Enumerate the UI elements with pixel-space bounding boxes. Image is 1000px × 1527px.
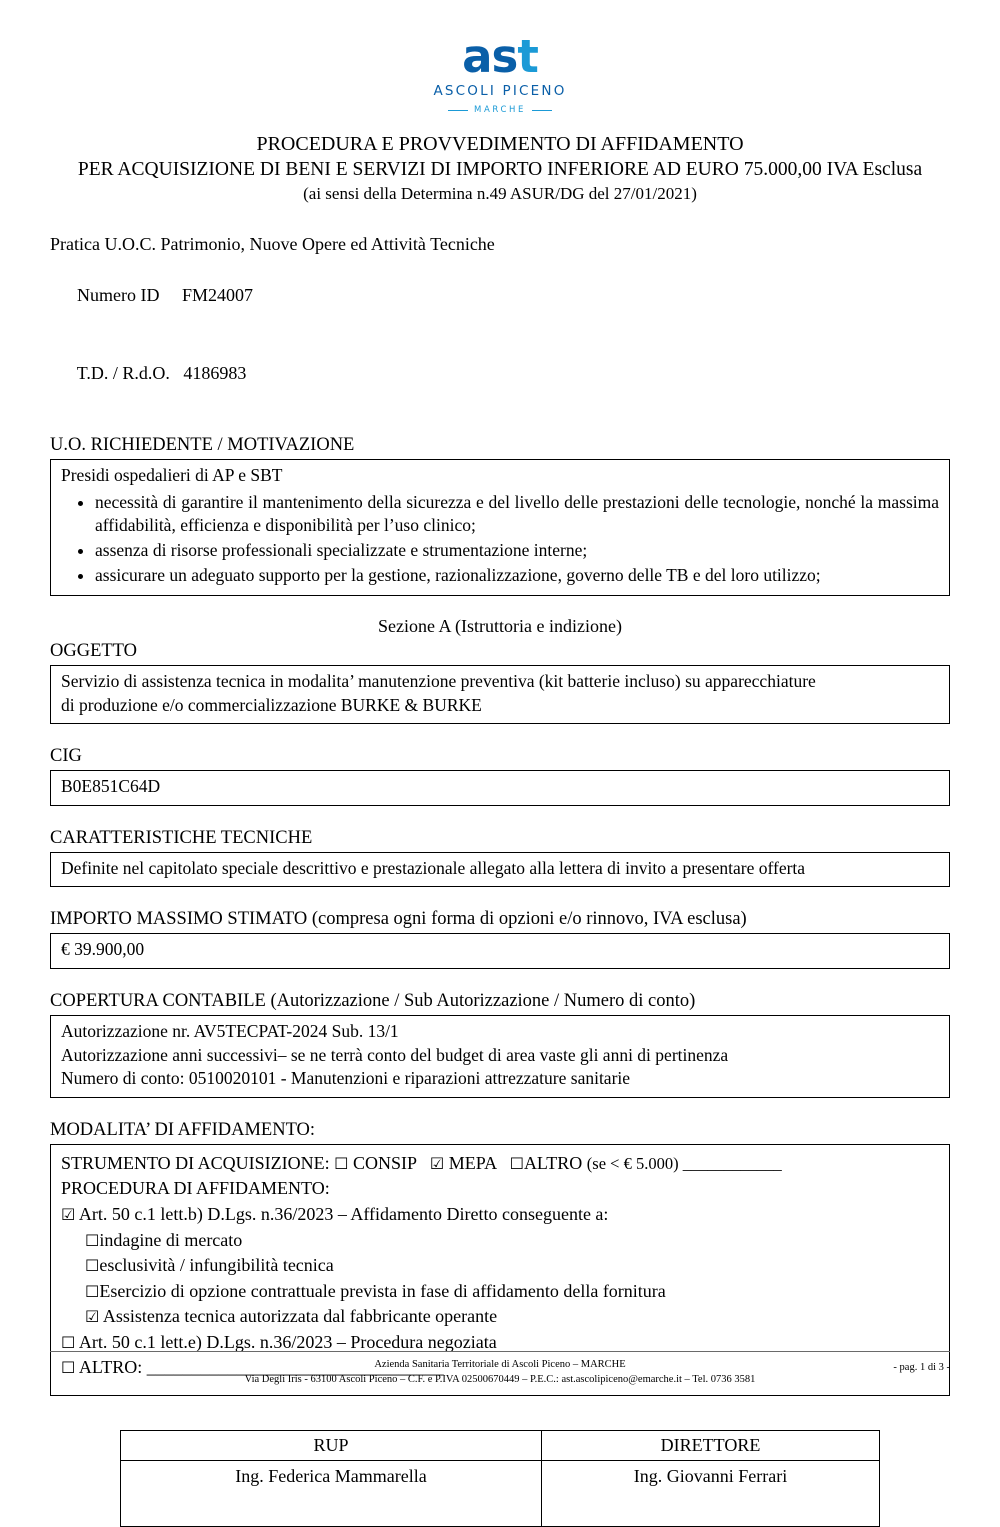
copertura-line-2: Autorizzazione anni successivi– se ne terrà conto del budget di area vaste gli anni di pertinenza — [61, 1044, 729, 1065]
meta-pratica: Pratica U.O.C. Patrimonio, Nuove Opere ed Attività Tecniche — [50, 233, 495, 254]
procedura-option-row — [61, 1253, 939, 1279]
strumento-acquisizione-row — [61, 1151, 939, 1177]
procedura-option-label: Esercizio di opzione contrattuale prevista in fase di affidamento della fornitura — [99, 1280, 666, 1301]
list-item: • necessità di garantire il mantenimento della sicurezza e del livello delle prestazioni delle tecnologie, nonché la massima affidabilità, efficienza e disponibilità per l’uso clinico; — [95, 491, 939, 537]
option-label-mepa: MEPA — [448, 1152, 497, 1173]
procedura-option-label: Assistenza tecnica autorizzata dal fabbricante operante — [102, 1306, 498, 1327]
cig-box — [50, 770, 950, 806]
option-label-consip: CONSIP — [353, 1152, 417, 1173]
table-row — [121, 1460, 880, 1526]
footer-line-2: Via Degli Iris - 63100 Ascoli Piceno – C.F. e P.IVA 02500670449 – P.E.C.: ast.ascolipiceno@emarche.it – Tel. 0736 3581 — [244, 1374, 756, 1386]
checkbox-altro-procedura[interactable]: ☐ — [61, 1358, 76, 1378]
checkbox-esclusivita[interactable]: ☐ — [85, 1256, 100, 1276]
richiedente-intro: Presidi ospedalieri di AP e SBT — [61, 464, 283, 485]
list-item: • assenza di risorse professionali specializzate e strumentazione interne; — [95, 539, 939, 562]
cig-label: CIG — [50, 746, 82, 767]
checkbox-art50-lette[interactable]: ☐ — [61, 1332, 76, 1352]
importo-label: IMPORTO MASSIMO STIMATO (compresa ogni forma di opzioni e/o rinnovo, IVA esclusa) — [50, 909, 747, 930]
checkbox-consip[interactable]: ☐ — [334, 1153, 349, 1173]
oggetto-line-1: Servizio di assistenza tecnica in modalita’ manutenzione preventiva (kit batterie incluso) su apparecchiature — [61, 670, 816, 691]
signature-value-rup: Ing. Federica Mammarella — [121, 1460, 542, 1526]
oggetto-box — [50, 665, 950, 724]
oggetto-label: OGGETTO — [50, 640, 138, 661]
organization-logo — [50, 30, 950, 117]
meta-numero-id-value: FM24007 — [181, 285, 253, 306]
list-item: • assicurare un adeguato supporto per la gestione, razionalizzazione, governo delle TB e del loro utilizzo; — [95, 564, 939, 587]
sezione-a-heading: Sezione A (Istruttoria e indizione) — [378, 615, 622, 636]
checkbox-art50-lettb[interactable]: ☑ — [61, 1205, 76, 1224]
modalita-label: MODALITA’ DI AFFIDAMENTO: — [50, 1119, 316, 1140]
cig-value: B0E851C64D — [61, 776, 161, 797]
richiedente-label: U.O. RICHIEDENTE / MOTIVAZIONE — [50, 434, 355, 455]
procedura-affidamento-label: PROCEDURA DI AFFIDAMENTO: — [61, 1178, 330, 1199]
checkbox-indagine-mercato[interactable]: ☐ — [85, 1230, 100, 1250]
checkbox-assistenza-tecnica[interactable]: ☑ — [85, 1307, 100, 1327]
page-footer — [50, 1351, 950, 1389]
signature-header-rup: RUP — [121, 1430, 542, 1460]
signature-header-direttore: DIRETTORE — [542, 1430, 880, 1460]
document-meta — [50, 232, 950, 413]
checkbox-mepa[interactable]: ☑ — [429, 1153, 445, 1173]
procedura-option-label: ALTRO: _________________________________ — [78, 1357, 444, 1378]
meta-td-rdo — [50, 335, 950, 413]
importo-box — [50, 933, 950, 969]
procedura-option-label: esclusività / infungibilità tecnica — [99, 1255, 334, 1276]
title-line-2: PER ACQUISIZIONE DI BENI E SERVIZI DI IMPORTO INFERIORE AD EURO 75.000,00 IVA Esclusa — [77, 159, 923, 181]
procedura-option-row — [61, 1228, 939, 1254]
procedura-option-row — [61, 1279, 939, 1305]
procedura-option-row — [61, 1202, 939, 1228]
meta-numero-id-label: Numero ID — [77, 285, 160, 306]
checkbox-altro-strumento[interactable]: ☐ — [509, 1153, 524, 1173]
logo-mark — [462, 30, 538, 83]
signature-value-direttore: Ing. Giovanni Ferrari — [542, 1460, 880, 1526]
meta-td-rdo-value: 4186983 — [183, 363, 247, 384]
caratteristiche-value: Definite nel capitolato speciale descrittivo e prestazionale allegato alla lettera di invito a presentare offerta — [61, 857, 806, 878]
logo-region-name: MARCHE — [448, 105, 552, 115]
logo-organization-name: ASCOLI PICENO — [433, 83, 567, 99]
checkbox-opzione-contrattuale[interactable]: ☐ — [85, 1281, 100, 1301]
strumento-acquisizione-label: STRUMENTO DI ACQUISIZIONE: — [61, 1152, 330, 1173]
oggetto-line-2: di produzione e/o commercializzazione BURKE & BURKE — [61, 694, 482, 715]
caratteristiche-box — [50, 852, 950, 888]
caratteristiche-label: CARATTERISTICHE TECNICHE — [50, 827, 313, 848]
procedura-option-label: Art. 50 c.1 lett.e) D.Lgs. n.36/2023 – Procedura negoziata — [78, 1331, 497, 1352]
copertura-box — [50, 1015, 950, 1098]
copertura-line-3: Numero di conto: 0510020101 - Manutenzioni e riparazioni attrezzature sanitarie — [61, 1068, 631, 1089]
procedura-option-label: indagine di mercato — [99, 1229, 243, 1250]
meta-numero-id — [50, 257, 950, 335]
richiedente-bullet-list — [61, 491, 939, 587]
strumento-nota: (se < € 5.000) ____________ — [586, 1153, 782, 1173]
richiedente-box — [50, 459, 950, 596]
table-row — [121, 1430, 880, 1460]
importo-value: € 39.900,00 — [61, 939, 145, 960]
title-line-1: PROCEDURA E PROVVEDIMENTO DI AFFIDAMENTO — [256, 133, 744, 155]
procedura-option-label: Art. 50 c.1 lett.b) D.Lgs. n.36/2023 – Affidamento Diretto conseguente a: — [78, 1204, 609, 1224]
meta-td-rdo-label: T.D. / R.d.O. — [76, 363, 170, 384]
copertura-label: COPERTURA CONTABILE (Autorizzazione / Sub Autorizzazione / Numero di conto) — [50, 991, 696, 1012]
footer-line-1: Azienda Sanitaria Territoriale di Ascoli Piceno – MARCHE — [374, 1358, 626, 1370]
copertura-line-1: Autorizzazione nr. AV5TECPAT-2024 Sub. 13/1 — [61, 1021, 399, 1042]
title-line-3: (ai sensi della Determina n.49 ASUR/DG del 27/01/2021) — [303, 184, 697, 204]
option-label-altro-strumento: ALTRO — [523, 1152, 583, 1173]
signature-table — [120, 1430, 880, 1527]
logo-mark-text: as — [462, 30, 518, 83]
logo-plus-icon: t — [517, 30, 538, 83]
footer-page-number: - pag. 1 di 3 - — [893, 1361, 950, 1373]
procedura-option-row — [61, 1304, 939, 1330]
document-title — [50, 131, 950, 206]
